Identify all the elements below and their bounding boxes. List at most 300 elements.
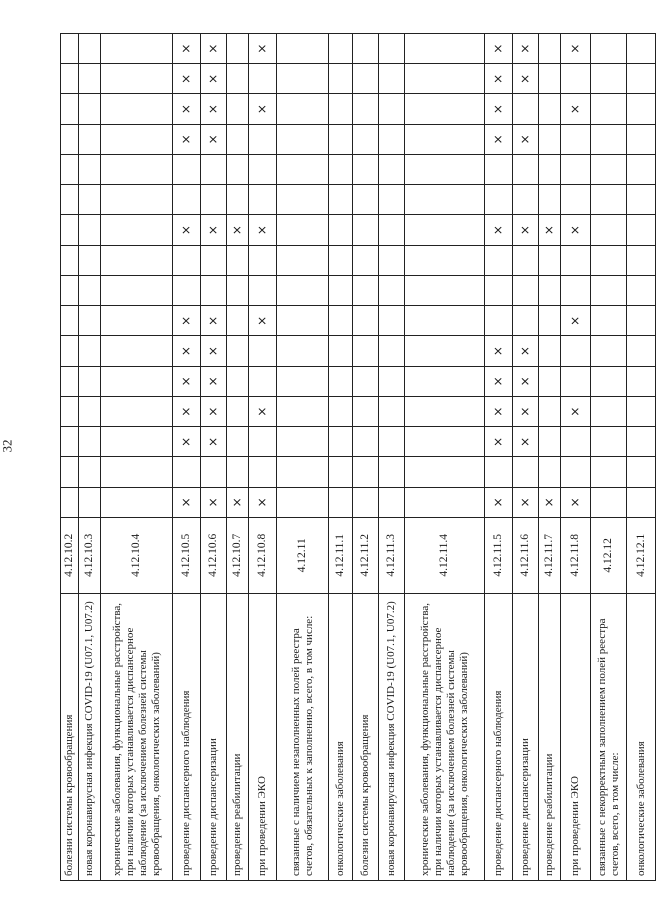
empty-cell [79,306,101,336]
empty-cell [539,276,561,306]
row-label: проведение реабилитации [227,593,249,880]
empty-cell [539,124,561,154]
cross-mark: × [201,64,227,94]
empty-cell [227,366,249,396]
empty-cell [591,34,627,64]
row-label: проведение диспансеризации [513,593,539,880]
empty-cell [329,124,353,154]
empty-cell [405,155,485,185]
cross-mark: × [201,427,227,457]
table-row [591,34,627,881]
empty-cell [561,336,591,366]
empty-cell [405,306,485,336]
empty-cell [627,124,656,154]
empty-cell [539,34,561,64]
row-code: 4.12.10.2 [61,518,79,594]
cross-mark: × [513,397,539,427]
empty-cell [539,336,561,366]
row-code: 4.12.11.1 [329,518,353,594]
cross-mark: × [485,366,513,396]
empty-cell [627,276,656,306]
empty-cell [591,215,627,245]
table-row [61,34,79,881]
empty-cell [353,34,379,64]
row-label: проведение диспансерного наблюдения [173,593,201,880]
row-label: проведение реабилитации [539,593,561,880]
empty-cell [627,487,656,517]
cross-mark: × [485,427,513,457]
row-label: болезни системы кровообращения [353,593,379,880]
table-body [61,34,656,881]
row-code: 4.12.11.7 [539,518,561,594]
empty-cell [61,366,79,396]
cross-mark: × [485,34,513,64]
empty-cell [485,155,513,185]
empty-cell [227,124,249,154]
cross-mark: × [227,487,249,517]
empty-cell [353,245,379,275]
cross-mark: × [539,487,561,517]
empty-cell [379,124,405,154]
row-code: 4.12.10.7 [227,518,249,594]
empty-cell [539,427,561,457]
cross-mark: × [513,215,539,245]
empty-cell [353,276,379,306]
empty-cell [405,276,485,306]
empty-cell [353,306,379,336]
empty-cell [201,185,227,215]
empty-cell [513,306,539,336]
empty-cell [561,245,591,275]
empty-cell [591,336,627,366]
empty-cell [201,245,227,275]
empty-cell [627,215,656,245]
row-code: 4.12.12.1 [627,518,656,594]
empty-cell [561,427,591,457]
empty-cell [61,487,79,517]
empty-cell [249,124,277,154]
table-row [539,34,561,881]
empty-cell [379,306,405,336]
empty-cell [627,427,656,457]
table-row [513,34,539,881]
empty-cell [591,245,627,275]
cross-mark: × [201,306,227,336]
row-code: 4.12.11.4 [405,518,485,594]
empty-cell [539,64,561,94]
empty-cell [79,457,101,487]
cross-mark: × [513,427,539,457]
empty-cell [61,64,79,94]
empty-cell [591,64,627,94]
empty-cell [591,366,627,396]
empty-cell [61,215,79,245]
empty-cell [277,64,329,94]
empty-cell [277,34,329,64]
empty-cell [61,336,79,366]
empty-cell [591,155,627,185]
empty-cell [249,64,277,94]
row-label: проведение диспансеризации [201,593,227,880]
empty-cell [101,336,173,366]
cross-mark: × [249,215,277,245]
empty-cell [353,457,379,487]
empty-cell [61,397,79,427]
empty-cell [227,245,249,275]
cross-mark: × [513,64,539,94]
cross-mark: × [201,124,227,154]
empty-cell [329,457,353,487]
empty-cell [329,155,353,185]
empty-cell [79,487,101,517]
empty-cell [353,487,379,517]
empty-cell [61,155,79,185]
row-code: 4.12.10.3 [79,518,101,594]
empty-cell [513,94,539,124]
empty-cell [405,366,485,396]
cross-mark: × [201,94,227,124]
empty-cell [227,427,249,457]
empty-cell [79,366,101,396]
empty-cell [561,155,591,185]
cross-mark: × [173,487,201,517]
empty-cell [591,124,627,154]
empty-cell [79,397,101,427]
empty-cell [539,366,561,396]
table-row [277,34,329,881]
cross-mark: × [561,306,591,336]
cross-mark: × [249,34,277,64]
empty-cell [227,34,249,64]
empty-cell [79,94,101,124]
empty-cell [513,276,539,306]
cross-mark: × [513,487,539,517]
empty-cell [353,94,379,124]
empty-cell [249,366,277,396]
empty-cell [101,215,173,245]
cross-mark: × [173,64,201,94]
empty-cell [627,34,656,64]
empty-cell [539,457,561,487]
empty-cell [379,155,405,185]
cross-mark: × [249,397,277,427]
empty-cell [79,427,101,457]
empty-cell [405,245,485,275]
empty-cell [201,276,227,306]
empty-cell [101,155,173,185]
cross-mark: × [173,34,201,64]
empty-cell [249,185,277,215]
cross-mark: × [173,94,201,124]
empty-cell [277,276,329,306]
empty-cell [329,34,353,64]
row-label: связанные с некорректным заполнением полей реестра счетов, всего, в том числе: [591,593,627,880]
empty-cell [329,336,353,366]
cross-mark: × [561,397,591,427]
cross-mark: × [201,215,227,245]
cross-mark: × [539,215,561,245]
empty-cell [277,427,329,457]
empty-cell [79,245,101,275]
cross-mark: × [513,34,539,64]
empty-cell [561,185,591,215]
empty-cell [101,427,173,457]
empty-cell [539,397,561,427]
empty-cell [277,457,329,487]
row-code: 4.12.11.3 [379,518,405,594]
empty-cell [485,276,513,306]
empty-cell [485,457,513,487]
empty-cell [627,306,656,336]
empty-cell [101,366,173,396]
page-number: 32 [0,439,15,453]
empty-cell [561,124,591,154]
empty-cell [513,245,539,275]
empty-cell [61,306,79,336]
table-row [227,34,249,881]
empty-cell [405,94,485,124]
empty-cell [379,185,405,215]
empty-cell [79,276,101,306]
empty-cell [591,457,627,487]
empty-cell [249,276,277,306]
empty-cell [249,427,277,457]
empty-cell [227,185,249,215]
empty-cell [79,64,101,94]
empty-cell [101,306,173,336]
empty-cell [405,124,485,154]
empty-cell [561,276,591,306]
empty-cell [379,34,405,64]
row-label: новая коронавирусная инфекция COVID-19 (U07.1, U07.2) [379,593,405,880]
empty-cell [591,94,627,124]
table-row [173,34,201,881]
empty-cell [277,155,329,185]
empty-cell [249,245,277,275]
empty-cell [353,64,379,94]
empty-cell [277,306,329,336]
empty-cell [101,487,173,517]
row-label: при проведении ЭКО [249,593,277,880]
table-row [249,34,277,881]
document-table [60,33,656,881]
row-code: 4.12.10.4 [101,518,173,594]
empty-cell [277,124,329,154]
empty-cell [249,336,277,366]
row-label: связанные с наличием незаполненных полей реестра счетов, обязательных к заполнению, всего, в том числе: [277,593,329,880]
cross-mark: × [513,336,539,366]
empty-cell [405,34,485,64]
empty-cell [61,457,79,487]
table-row [485,34,513,881]
row-code: 4.12.11.2 [353,518,379,594]
empty-cell [79,34,101,64]
cross-mark: × [485,124,513,154]
table-row [405,34,485,881]
row-code: 4.12.11.8 [561,518,591,594]
row-code: 4.12.10.5 [173,518,201,594]
empty-cell [79,336,101,366]
table-row [353,34,379,881]
empty-cell [227,276,249,306]
empty-cell [61,185,79,215]
empty-cell [405,185,485,215]
empty-cell [329,245,353,275]
table-row [379,34,405,881]
empty-cell [277,487,329,517]
empty-cell [101,397,173,427]
empty-cell [405,64,485,94]
empty-cell [379,94,405,124]
empty-cell [591,397,627,427]
empty-cell [61,276,79,306]
table-row [627,34,656,881]
row-label: онкологические заболевания [329,593,353,880]
empty-cell [561,457,591,487]
row-code: 4.12.10.8 [249,518,277,594]
empty-cell [379,457,405,487]
cross-mark: × [561,94,591,124]
empty-cell [249,457,277,487]
row-label: проведение диспансерного наблюдения [485,593,513,880]
empty-cell [591,306,627,336]
empty-cell [539,155,561,185]
row-code: 4.12.10.6 [201,518,227,594]
empty-cell [329,427,353,457]
empty-cell [79,185,101,215]
empty-cell [379,487,405,517]
empty-cell [591,185,627,215]
table-row [561,34,591,881]
empty-cell [513,155,539,185]
cross-mark: × [485,215,513,245]
empty-cell [61,427,79,457]
empty-cell [405,215,485,245]
empty-cell [379,64,405,94]
cross-mark: × [201,336,227,366]
empty-cell [277,215,329,245]
empty-cell [249,155,277,185]
empty-cell [485,306,513,336]
cross-mark: × [249,487,277,517]
empty-cell [227,94,249,124]
empty-cell [61,94,79,124]
empty-cell [277,397,329,427]
cross-mark: × [249,306,277,336]
empty-cell [379,397,405,427]
empty-cell [627,366,656,396]
empty-cell [329,306,353,336]
empty-cell [227,336,249,366]
empty-cell [353,427,379,457]
empty-cell [591,427,627,457]
empty-cell [277,245,329,275]
empty-cell [277,336,329,366]
table-row [79,34,101,881]
empty-cell [405,427,485,457]
row-code: 4.12.11.6 [513,518,539,594]
empty-cell [539,94,561,124]
empty-cell [101,94,173,124]
empty-cell [627,336,656,366]
cross-mark: × [485,397,513,427]
empty-cell [227,155,249,185]
empty-cell [591,276,627,306]
empty-cell [405,336,485,366]
cross-mark: × [173,427,201,457]
table-row [329,34,353,881]
empty-cell [539,185,561,215]
empty-cell [61,245,79,275]
row-code: 4.12.11.5 [485,518,513,594]
empty-cell [353,366,379,396]
empty-cell [101,457,173,487]
cross-mark: × [485,94,513,124]
empty-cell [379,427,405,457]
row-code: 4.12.11 [277,518,329,594]
empty-cell [591,487,627,517]
empty-cell [627,64,656,94]
empty-cell [353,124,379,154]
empty-cell [353,336,379,366]
cross-mark: × [485,487,513,517]
empty-cell [329,276,353,306]
empty-cell [101,124,173,154]
row-label: хронические заболевания, функциональные расстройства, при наличии которых устанавливается диспансерное наблюдение (за исключением болезней системы кровообращения, онкологических заболеваний) [405,593,485,880]
row-label: онкологические заболевания [627,593,656,880]
cross-mark: × [249,94,277,124]
cross-mark: × [173,124,201,154]
row-label: при проведении ЭКО [561,593,591,880]
empty-cell [173,155,201,185]
empty-cell [329,366,353,396]
cross-mark: × [513,124,539,154]
cross-mark: × [227,215,249,245]
empty-cell [627,245,656,275]
empty-cell [379,336,405,366]
cross-mark: × [173,306,201,336]
empty-cell [627,94,656,124]
row-label: новая коронавирусная инфекция COVID-19 (U07.1, U07.2) [79,593,101,880]
empty-cell [379,245,405,275]
row-label: хронические заболевания, функциональные расстройства, при наличии которых устанавливается диспансерное наблюдение (за исключением болезней системы кровообращения, онкологических заболеваний) [101,593,173,880]
empty-cell [329,185,353,215]
empty-cell [405,397,485,427]
empty-cell [61,124,79,154]
empty-cell [227,306,249,336]
empty-cell [201,155,227,185]
empty-cell [329,397,353,427]
empty-cell [513,457,539,487]
empty-cell [627,155,656,185]
row-code: 4.12.12 [591,518,627,594]
cross-mark: × [561,487,591,517]
empty-cell [227,457,249,487]
cross-mark: × [485,64,513,94]
cross-mark: × [173,336,201,366]
rotated-table-container [60,33,647,881]
empty-cell [277,185,329,215]
cross-mark: × [173,397,201,427]
empty-cell [539,245,561,275]
empty-cell [627,397,656,427]
empty-cell [173,457,201,487]
empty-cell [485,185,513,215]
empty-cell [227,64,249,94]
empty-cell [227,397,249,427]
empty-cell [379,276,405,306]
empty-cell [101,64,173,94]
